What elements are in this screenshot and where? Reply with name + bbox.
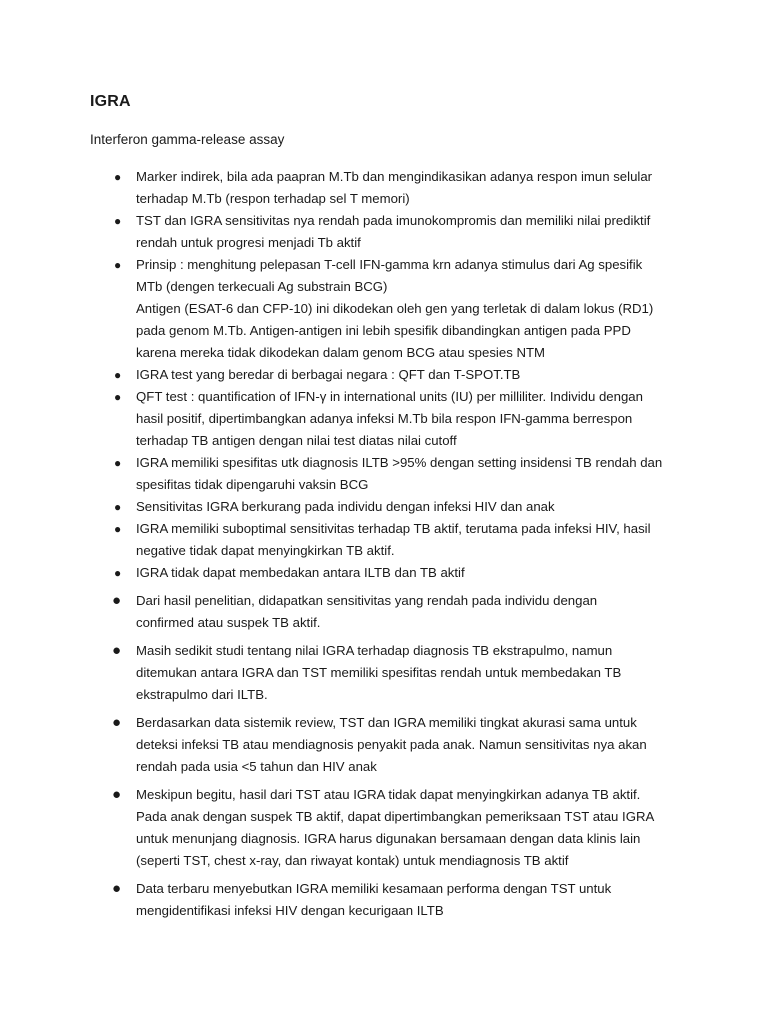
list-item-line: IGRA test yang beredar di berbagai negara : QFT dan T-SPOT.TB (136, 367, 521, 382)
list-item (0, 784, 768, 872)
bullet-icon: ● (112, 714, 122, 731)
list-item-line: karena mereka tidak dikodekan dalam genom BCG atau spesies NTM (136, 345, 546, 360)
list-item-line: TST dan IGRA sensitivitas nya rendah pada imunokompromis dan memiliki nilai prediktif (136, 213, 651, 228)
list-item-line: deteksi infeksi TB atau mendiagnosis penyakit pada anak. Namun sensitivitas nya akan (136, 737, 647, 752)
list-item (0, 166, 768, 210)
bullet-icon: ● (114, 368, 122, 382)
bullet-icon: ● (114, 456, 122, 470)
bullet-icon: ● (112, 642, 122, 659)
list-item-line: rendah pada usia <5 tahun dan HIV anak (136, 759, 377, 774)
list-item-line: Masih sedikit studi tentang nilai IGRA terhadap diagnosis TB ekstrapulmo, namun (136, 643, 613, 658)
list-item (0, 878, 768, 922)
list-item (0, 640, 768, 706)
list-item-line: terhadap M.Tb (respon terhadap sel T memori) (136, 191, 410, 206)
list-item-line: Dari hasil penelitian, didapatkan sensitivitas yang rendah pada individu dengan (136, 593, 598, 608)
bullet-list (0, 166, 768, 922)
list-item-line: IGRA memiliki spesifitas utk diagnosis ILTB >95% dengan setting insidensi TB rendah dan (136, 455, 663, 470)
bullet-icon: ● (114, 214, 122, 228)
bullet-icon: ● (114, 500, 122, 514)
list-item-line: confirmed atau suspek TB aktif. (136, 615, 321, 630)
list-item-line: spesifitas tidak dipengaruhi vaksin BCG (136, 477, 369, 492)
list-item-line: mengidentifikasi infeksi HIV dengan kecurigaan ILTB (136, 903, 444, 918)
bullet-icon: ● (114, 170, 122, 184)
list-item-line: hasil positif, dipertimbangkan adanya infeksi M.Tb bila respon IFN-gamma berrespon (136, 411, 633, 426)
list-item-line: IGRA tidak dapat membedakan antara ILTB dan TB aktif (136, 565, 465, 580)
list-item (0, 562, 768, 584)
list-item-line: QFT test : quantification of IFN-γ in international units (IU) per milliliter. Individu dengan (136, 389, 643, 404)
list-item-line: Berdasarkan data sistemik review, TST dan IGRA memiliki tingkat akurasi sama untuk (136, 715, 637, 730)
list-item-line: terhadap TB antigen dengan nilai test diatas nilai cutoff (136, 433, 457, 448)
list-item-line: (seperti TST, chest x-ray, dan riwayat kontak) untuk mendiagnosis TB aktif (136, 853, 569, 868)
list-item-line: ekstrapulmo dari ILTB. (136, 687, 268, 702)
bullet-icon: ● (114, 390, 122, 404)
bullet-icon: ● (112, 592, 122, 609)
list-item (0, 254, 768, 364)
list-item-line: Data terbaru menyebutkan IGRA memiliki kesamaan performa dengan TST untuk (136, 881, 612, 896)
bullet-icon: ● (112, 880, 122, 897)
bullet-icon: ● (112, 786, 122, 803)
list-item-line: ditemukan antara IGRA dan TST memiliki spesifitas rendah untuk membedakan TB (136, 665, 622, 680)
list-item (0, 386, 768, 452)
list-item (0, 452, 768, 496)
list-item-line: Marker indirek, bila ada paapran M.Tb dan mengindikasikan adanya respon imun selular (136, 169, 653, 184)
document-title: IGRA (90, 93, 131, 110)
list-item-line: Pada anak dengan suspek TB aktif, dapat dipertimbangkan pemeriksaan TST atau IGRA (136, 809, 655, 824)
list-item (0, 210, 768, 254)
list-item-line: Prinsip : menghitung pelepasan T-cell IFN-gamma krn adanya stimulus dari Ag spesifik (136, 257, 643, 272)
list-item-line: Meskipun begitu, hasil dari TST atau IGRA tidak dapat menyingkirkan adanya TB aktif. (136, 787, 641, 802)
list-item (0, 712, 768, 778)
bullet-icon: ● (114, 566, 122, 580)
list-item-line: MTb (dengen terkecuali Ag substrain BCG) (136, 279, 388, 294)
document-subtitle: Interferon gamma-release assay (90, 132, 285, 147)
list-item (0, 590, 768, 634)
list-item (0, 496, 768, 518)
list-item-line: untuk menunjang diagnosis. IGRA harus digunakan bersamaan dengan data klinis lain (136, 831, 641, 846)
list-item-line: Antigen (ESAT-6 dan CFP-10) ini dikodekan oleh gen yang terletak di dalam lokus (RD1) (136, 301, 654, 316)
bullet-icon: ● (114, 258, 122, 272)
bullet-icon: ● (114, 522, 122, 536)
list-item (0, 518, 768, 562)
list-item-line: IGRA memiliki suboptimal sensitivitas terhadap TB aktif, terutama pada infeksi HIV, hasil (136, 521, 651, 536)
list-item (0, 364, 768, 386)
list-item-line: pada genom M.Tb. Antigen-antigen ini lebih spesifik dibandingkan antigen pada PPD (136, 323, 631, 338)
list-item-line: rendah untuk progresi menjadi Tb aktif (136, 235, 361, 250)
list-item-line: negative tidak dapat menyingkirkan TB aktif. (136, 543, 395, 558)
list-item-line: Sensitivitas IGRA berkurang pada individu dengan infeksi HIV dan anak (136, 499, 555, 514)
